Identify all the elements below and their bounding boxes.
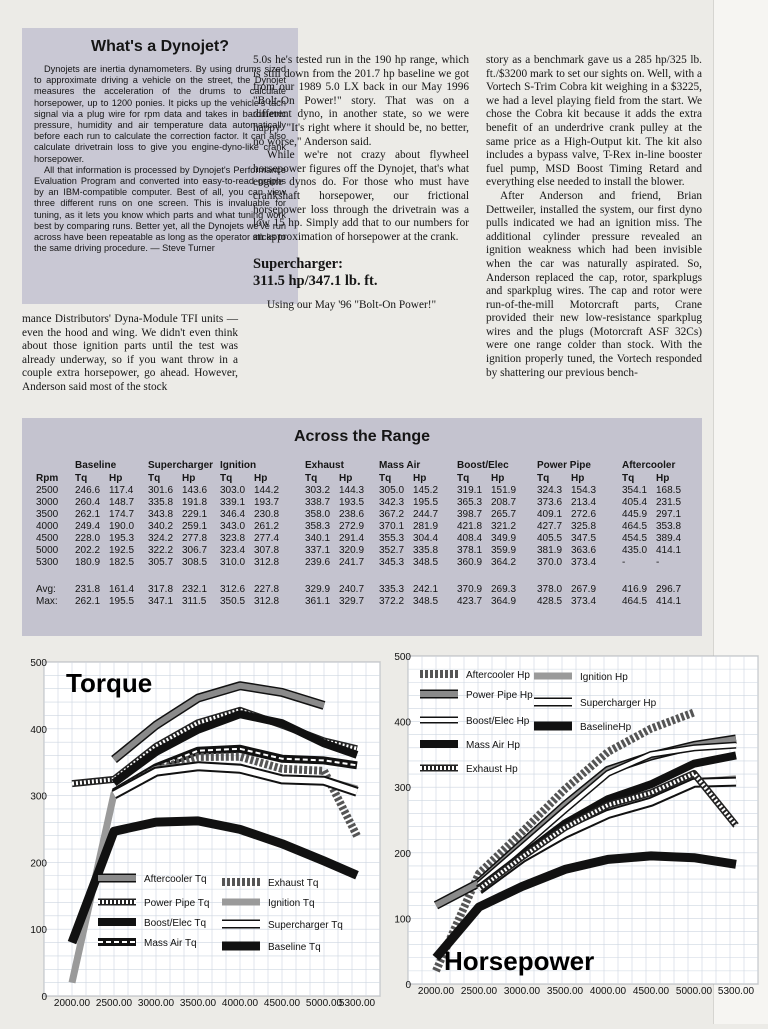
table-cell: 319.1 bbox=[457, 485, 483, 496]
legend-label: Exhaust Hp bbox=[466, 764, 518, 775]
horsepower-chart bbox=[384, 650, 768, 1024]
table-cell: 352.7 bbox=[379, 545, 405, 556]
max-cell: 329.7 bbox=[339, 596, 365, 607]
table-cell: 151.9 bbox=[491, 485, 517, 496]
legend-label: Power Pipe Tq bbox=[144, 898, 210, 909]
avg-cell: 267.9 bbox=[571, 584, 597, 595]
legend-label: Supercharger Tq bbox=[268, 920, 343, 931]
table-cell: 148.7 bbox=[109, 497, 135, 508]
y-tick-label: 0 bbox=[41, 992, 47, 1003]
x-tick-label: 2500.00 bbox=[95, 998, 133, 1009]
x-tick-label: 4000.00 bbox=[589, 986, 627, 997]
chart-title: Horsepower bbox=[444, 946, 595, 976]
table-cell: 364.2 bbox=[491, 557, 517, 568]
table-cell: 308.5 bbox=[182, 557, 208, 568]
table-cell: 335.8 bbox=[413, 545, 439, 556]
max-cell: 423.7 bbox=[457, 596, 483, 607]
table-cell: 246.6 bbox=[75, 485, 101, 496]
legend-label: Power Pipe Hp bbox=[466, 690, 533, 701]
hp-header: Hp bbox=[413, 473, 427, 484]
column-1-text: mance Distributors' Dyna-Module TFI units — even the hood and wing. We didn't even think about those ignition parts until the test was already underway, so if you want throw in a couple extra horsepower, go ahead. However, Anderson said most of the stock bbox=[22, 313, 238, 393]
table-cell: 310.0 bbox=[220, 557, 246, 568]
table-cell: 195.3 bbox=[109, 533, 135, 544]
across-the-range-table bbox=[22, 418, 702, 636]
table-cell: - bbox=[656, 557, 660, 568]
table-cell: 238.6 bbox=[339, 509, 365, 520]
table-cell: 378.1 bbox=[457, 545, 483, 556]
table-cell: 381.9 bbox=[537, 545, 563, 556]
x-tick-label: 3500.00 bbox=[546, 986, 584, 997]
hp-header: Hp bbox=[109, 473, 123, 484]
table-cell: 168.5 bbox=[656, 485, 682, 496]
column-3 bbox=[486, 54, 702, 380]
table-cell: 340.1 bbox=[305, 533, 331, 544]
table-cell: 262.1 bbox=[75, 509, 101, 520]
max-cell: 414.1 bbox=[656, 596, 682, 607]
table-cell: 297.1 bbox=[656, 509, 682, 520]
column-1 bbox=[22, 313, 238, 395]
table-cell: 202.2 bbox=[75, 545, 101, 556]
table-cell: 272.6 bbox=[571, 509, 597, 520]
table-cell: 360.9 bbox=[457, 557, 483, 568]
table-cell: 348.5 bbox=[413, 557, 439, 568]
legend-label: Baseline Tq bbox=[268, 942, 321, 953]
table-cell: 323.8 bbox=[220, 533, 246, 544]
x-tick-label: 5000.00 bbox=[675, 986, 713, 997]
table-cell: 322.2 bbox=[148, 545, 174, 556]
table-cell: 277.4 bbox=[254, 533, 280, 544]
sidebar-title: What's a Dynojet? bbox=[90, 38, 230, 55]
table-cell: 427.7 bbox=[537, 521, 563, 532]
tq-header: Tq bbox=[148, 473, 161, 484]
table-cell: 363.6 bbox=[571, 545, 597, 556]
table-cell: 346.4 bbox=[220, 509, 246, 520]
table-cell: 241.7 bbox=[339, 557, 365, 568]
table-cell: 307.8 bbox=[254, 545, 280, 556]
table-cell: 320.9 bbox=[339, 545, 365, 556]
max-cell: 312.8 bbox=[254, 596, 280, 607]
table-cell: 337.1 bbox=[305, 545, 331, 556]
table-cell: 335.8 bbox=[148, 497, 174, 508]
table-cell: 213.4 bbox=[571, 497, 597, 508]
table-cell: 230.8 bbox=[254, 509, 280, 520]
column-3-paragraph-1: story as a benchmark gave us a 285 hp/325 lb. ft./$3200 mark to set our sights on. Well, with a Vortech S-Trim Cobra kit weighing in a $3225, we had a level playing field from the start. We chose the Cobra kit because it adds the extra benefit of an underdrive crank pulley at the same price as a High-Output kit. The kit also includes a bypass valve, T-Rex in-line booster fuel pump, MSD Boost Timing Retard and everything else needed to install the blower. bbox=[486, 54, 702, 189]
table-cell: 343.8 bbox=[148, 509, 174, 520]
max-cell: 361.1 bbox=[305, 596, 331, 607]
group-header: Supercharger bbox=[148, 460, 214, 471]
y-tick-label: 200 bbox=[394, 848, 411, 860]
table-cell: 303.2 bbox=[305, 485, 331, 496]
avg-label: Avg: bbox=[36, 584, 56, 595]
hp-header: Hp bbox=[254, 473, 268, 484]
legend-label: BaselineHp bbox=[580, 722, 632, 733]
table-cell: 359.9 bbox=[491, 545, 517, 556]
column-2-paragraph-3: Using our May '96 "Bolt-On Power!" bbox=[267, 299, 437, 312]
avg-cell: 227.8 bbox=[254, 584, 280, 595]
table-cell: 259.1 bbox=[182, 521, 208, 532]
table-cell: 445.9 bbox=[622, 509, 648, 520]
y-tick-label: 100 bbox=[30, 925, 47, 937]
y-tick-label: 300 bbox=[30, 791, 47, 803]
table-grid bbox=[22, 418, 702, 636]
table-cell: 355.3 bbox=[379, 533, 405, 544]
table-cell: 414.1 bbox=[656, 545, 682, 556]
group-header: Ignition bbox=[220, 460, 257, 471]
table-cell: 454.5 bbox=[622, 533, 648, 544]
table-cell: 358.0 bbox=[305, 509, 331, 520]
legend-label: Boost/Elec Hp bbox=[466, 716, 530, 727]
table-cell: 353.8 bbox=[656, 521, 682, 532]
x-tick-label: 3000.00 bbox=[503, 986, 541, 997]
table-cell: 408.4 bbox=[457, 533, 483, 544]
hp-header: Hp bbox=[491, 473, 505, 484]
table-cell: 304.4 bbox=[413, 533, 439, 544]
y-tick-label: 500 bbox=[30, 658, 47, 669]
max-cell: 350.5 bbox=[220, 596, 246, 607]
rpm-header: Rpm bbox=[36, 473, 59, 484]
table-cell: 421.8 bbox=[457, 521, 483, 532]
table-cell: 195.5 bbox=[413, 497, 439, 508]
torque-chart-svg bbox=[0, 650, 384, 1024]
hp-header: Hp bbox=[182, 473, 196, 484]
table-cell: 261.2 bbox=[254, 521, 280, 532]
group-header: Exhaust bbox=[305, 460, 344, 471]
y-tick-label: 100 bbox=[394, 914, 411, 926]
x-tick-label: 5000.00 bbox=[305, 998, 343, 1009]
table-cell: 405.4 bbox=[622, 497, 648, 508]
avg-cell: 161.4 bbox=[109, 584, 135, 595]
table-cell: 373.6 bbox=[537, 497, 563, 508]
legend-label: Aftercooler Tq bbox=[144, 874, 207, 885]
max-cell: 348.5 bbox=[413, 596, 439, 607]
tq-header: Tq bbox=[220, 473, 233, 484]
column-3-paragraph-2: After Anderson and friend, Brian Dettweiler, installed the system, our first dyno pulls indicated we had an ignition miss. The additional cylinder pressure revealed an ignition weakness which had been invisible when the car was naturally aspirated. So, Anderson replaced the cap, rotor, sparkplugs and sparkplug wires. The cap and rotor were run-of-the-mill Motorcraft parts, Crane provided their new low-resistance sparkplug wires and the plugs (Motorcraft ASF 32Cs) were one range colder than stock. With the ignition properly tuned, the Vortech responded by shattering our previous bench- bbox=[486, 189, 702, 379]
tq-header: Tq bbox=[379, 473, 392, 484]
max-cell: 195.5 bbox=[109, 596, 135, 607]
tq-header: Tq bbox=[457, 473, 470, 484]
table-cell: 305.7 bbox=[148, 557, 174, 568]
table-cell: 343.0 bbox=[220, 521, 246, 532]
table-cell: - bbox=[622, 557, 626, 568]
table-cell: 192.5 bbox=[109, 545, 135, 556]
hp-header: Hp bbox=[339, 473, 353, 484]
max-cell: 464.5 bbox=[622, 596, 648, 607]
table-cell: 324.2 bbox=[148, 533, 174, 544]
legend-label: Mass Air Hp bbox=[466, 740, 520, 751]
column-2-paragraph-2: While we're not crazy about flywheel horsepower figures off the Dynojet, that's what engine dynos do. For those who must have crankshaft horsepower, our frictional horsepower loss through the drivetrain was a low 15 hp. Simply add that to our numbers for an approximation of horsepower at the crank. bbox=[253, 149, 469, 243]
table-cell: 174.7 bbox=[109, 509, 135, 520]
table-cell: 180.9 bbox=[75, 557, 101, 568]
table-cell: 324.3 bbox=[537, 485, 563, 496]
table-cell: 345.3 bbox=[379, 557, 405, 568]
table-cell: 321.2 bbox=[491, 521, 517, 532]
avg-cell: 329.9 bbox=[305, 584, 331, 595]
chart-title: Torque bbox=[66, 668, 153, 698]
rpm-cell: 5300 bbox=[36, 557, 59, 568]
avg-cell: 240.7 bbox=[339, 584, 365, 595]
avg-cell: 269.3 bbox=[491, 584, 517, 595]
table-cell: 145.2 bbox=[413, 485, 439, 496]
legend-label: Boost/Elec Tq bbox=[144, 918, 207, 929]
table-cell: 193.7 bbox=[254, 497, 280, 508]
max-cell: 311.5 bbox=[182, 596, 207, 607]
table-cell: 193.5 bbox=[339, 497, 365, 508]
table-cell: 191.8 bbox=[182, 497, 208, 508]
table-cell: 272.9 bbox=[339, 521, 365, 532]
table-cell: 398.7 bbox=[457, 509, 483, 520]
table-cell: 244.7 bbox=[413, 509, 439, 520]
table-cell: 301.6 bbox=[148, 485, 174, 496]
legend-label: Aftercooler Hp bbox=[466, 670, 530, 681]
x-tick-label: 2000.00 bbox=[53, 998, 91, 1009]
table-cell: 260.4 bbox=[75, 497, 101, 508]
tq-header: Tq bbox=[622, 473, 635, 484]
table-title: Across the Range bbox=[293, 428, 431, 445]
column-2 bbox=[253, 54, 469, 313]
rpm-cell: 3000 bbox=[36, 497, 59, 508]
torque-chart bbox=[0, 650, 384, 1024]
avg-cell: 312.6 bbox=[220, 584, 246, 595]
legend-label: Mass Air Tq bbox=[144, 938, 197, 949]
legend-label: Exhaust Tq bbox=[268, 878, 319, 889]
table-cell: 249.4 bbox=[75, 521, 101, 532]
table-cell: 231.5 bbox=[656, 497, 682, 508]
column-2-paragraph-1: 5.0s he's tested run in the 190 hp range, which is still down from the 201.7 hp baseline we got from our 1989 5.0 LX back in our May 1996 "Bolt-On Power!" story. That was on a different dyno, in another state, so we were happy. "It's right where it should be, no better, no worse," Anderson said. bbox=[253, 54, 469, 148]
table-cell: 190.0 bbox=[109, 521, 135, 532]
table-cell: 117.4 bbox=[109, 485, 134, 496]
tq-header: Tq bbox=[537, 473, 550, 484]
table-cell: 340.2 bbox=[148, 521, 174, 532]
table-cell: 306.7 bbox=[182, 545, 208, 556]
table-cell: 144.2 bbox=[254, 485, 280, 496]
avg-cell: 232.1 bbox=[182, 584, 208, 595]
max-cell: 364.9 bbox=[491, 596, 517, 607]
table-cell: 370.1 bbox=[379, 521, 405, 532]
group-header: Power Pipe bbox=[537, 460, 591, 471]
avg-cell: 335.3 bbox=[379, 584, 405, 595]
table-cell: 281.9 bbox=[413, 521, 439, 532]
table-cell: 265.7 bbox=[491, 509, 517, 520]
legend-label: Ignition Hp bbox=[580, 672, 628, 683]
y-tick-label: 300 bbox=[394, 783, 411, 795]
table-cell: 347.5 bbox=[571, 533, 597, 544]
table-cell: 208.7 bbox=[491, 497, 517, 508]
y-tick-label: 0 bbox=[405, 980, 411, 991]
table-cell: 291.4 bbox=[339, 533, 365, 544]
table-cell: 228.0 bbox=[75, 533, 101, 544]
legend-label: Ignition Tq bbox=[268, 898, 315, 909]
avg-cell: 378.0 bbox=[537, 584, 563, 595]
supercharger-subhead-figures: 311.5 hp/347.1 lb. ft. bbox=[253, 273, 378, 290]
table-cell: 154.3 bbox=[571, 485, 597, 496]
table-cell: 370.0 bbox=[537, 557, 563, 568]
max-label: Max: bbox=[36, 596, 58, 607]
table-cell: 182.5 bbox=[109, 557, 135, 568]
supercharger-subhead: Supercharger: bbox=[253, 256, 343, 273]
avg-cell: 416.9 bbox=[622, 584, 648, 595]
y-tick-label: 200 bbox=[30, 858, 47, 870]
table-cell: 365.3 bbox=[457, 497, 483, 508]
table-cell: 143.6 bbox=[182, 485, 208, 496]
avg-cell: 231.8 bbox=[75, 584, 101, 595]
hp-header: Hp bbox=[656, 473, 670, 484]
table-cell: 229.1 bbox=[182, 509, 208, 520]
x-tick-label: 4000.00 bbox=[221, 998, 259, 1009]
horsepower-chart-svg bbox=[384, 650, 768, 1024]
table-cell: 305.0 bbox=[379, 485, 405, 496]
avg-cell: 242.1 bbox=[413, 584, 439, 595]
x-tick-label: 5300.00 bbox=[717, 986, 755, 997]
table-cell: 325.8 bbox=[571, 521, 597, 532]
legend-label: Supercharger Hp bbox=[580, 698, 657, 709]
y-tick-label: 400 bbox=[30, 724, 47, 736]
max-cell: 373.4 bbox=[571, 596, 597, 607]
group-header: Boost/Elec bbox=[457, 460, 509, 471]
table-cell: 239.6 bbox=[305, 557, 331, 568]
table-cell: 339.1 bbox=[220, 497, 246, 508]
y-tick-label: 500 bbox=[394, 652, 411, 663]
avg-cell: 317.8 bbox=[148, 584, 174, 595]
table-cell: 144.3 bbox=[339, 485, 365, 496]
group-header: Mass Air bbox=[379, 460, 421, 471]
table-cell: 312.8 bbox=[254, 557, 280, 568]
table-cell: 354.1 bbox=[622, 485, 648, 496]
table-cell: 323.4 bbox=[220, 545, 246, 556]
x-tick-label: 3500.00 bbox=[179, 998, 217, 1009]
tq-header: Tq bbox=[75, 473, 88, 484]
rpm-cell: 2500 bbox=[36, 485, 59, 496]
table-cell: 303.0 bbox=[220, 485, 246, 496]
x-tick-label: 3000.00 bbox=[137, 998, 175, 1009]
max-cell: 428.5 bbox=[537, 596, 563, 607]
x-tick-label: 4500.00 bbox=[263, 998, 301, 1009]
table-cell: 338.7 bbox=[305, 497, 331, 508]
sidebar-paragraph-1: Dynojets are inertia dynamometers. By using drums sized to approximate driving a vehicle on the street, the Dynojet measures the acceleration of the drums to calculate horsepower, up to 1200 ponies. It picks up the vehicle's tach signal via a plug wire for rpm data and takes in barometric pressure, humidity and air temperature data automatically before each run to calculate the correction factor. It can also calculate drivetrain loss to give you engine-dyno-like crank horsepower. bbox=[34, 64, 286, 164]
table-cell: 409.1 bbox=[537, 509, 563, 520]
table-cell: 349.9 bbox=[491, 533, 517, 544]
sidebar-paragraph-2: All that information is processed by Dynojet's Performance Evaluation Program and converted into easy-to-read graphs by an IBM-compatible computer. Best of all, you can view three different runs on one screen. This is invaluable for tuning, as it lets you know which parts and what tuning work best by comparing runs. Better yet, all the Dynojets we've run across have been repeatable as long as the operator sticks to the same driving procedure. — Steve Turner bbox=[34, 164, 286, 254]
rpm-cell: 4500 bbox=[36, 533, 59, 544]
rpm-cell: 3500 bbox=[36, 509, 59, 520]
x-tick-label: 5300.00 bbox=[338, 998, 376, 1009]
table-cell: 389.4 bbox=[656, 533, 682, 544]
rpm-cell: 4000 bbox=[36, 521, 59, 532]
table-cell: 358.3 bbox=[305, 521, 331, 532]
y-tick-label: 400 bbox=[394, 717, 411, 729]
hp-header: Hp bbox=[571, 473, 585, 484]
table-cell: 405.5 bbox=[537, 533, 563, 544]
group-header: Aftercooler bbox=[622, 460, 676, 471]
max-cell: 347.1 bbox=[148, 596, 174, 607]
x-tick-label: 2000.00 bbox=[417, 986, 455, 997]
table-cell: 373.4 bbox=[571, 557, 597, 568]
table-cell: 342.3 bbox=[379, 497, 405, 508]
avg-cell: 296.7 bbox=[656, 584, 682, 595]
max-cell: 262.1 bbox=[75, 596, 101, 607]
table-cell: 277.8 bbox=[182, 533, 208, 544]
group-header: Baseline bbox=[75, 460, 117, 471]
tq-header: Tq bbox=[305, 473, 318, 484]
table-cell: 435.0 bbox=[622, 545, 648, 556]
table-cell: 464.5 bbox=[622, 521, 648, 532]
x-tick-label: 2500.00 bbox=[460, 986, 498, 997]
avg-cell: 370.9 bbox=[457, 584, 483, 595]
max-cell: 372.2 bbox=[379, 596, 405, 607]
x-tick-label: 4500.00 bbox=[632, 986, 670, 997]
table-cell: 367.2 bbox=[379, 509, 405, 520]
rpm-cell: 5000 bbox=[36, 545, 59, 556]
